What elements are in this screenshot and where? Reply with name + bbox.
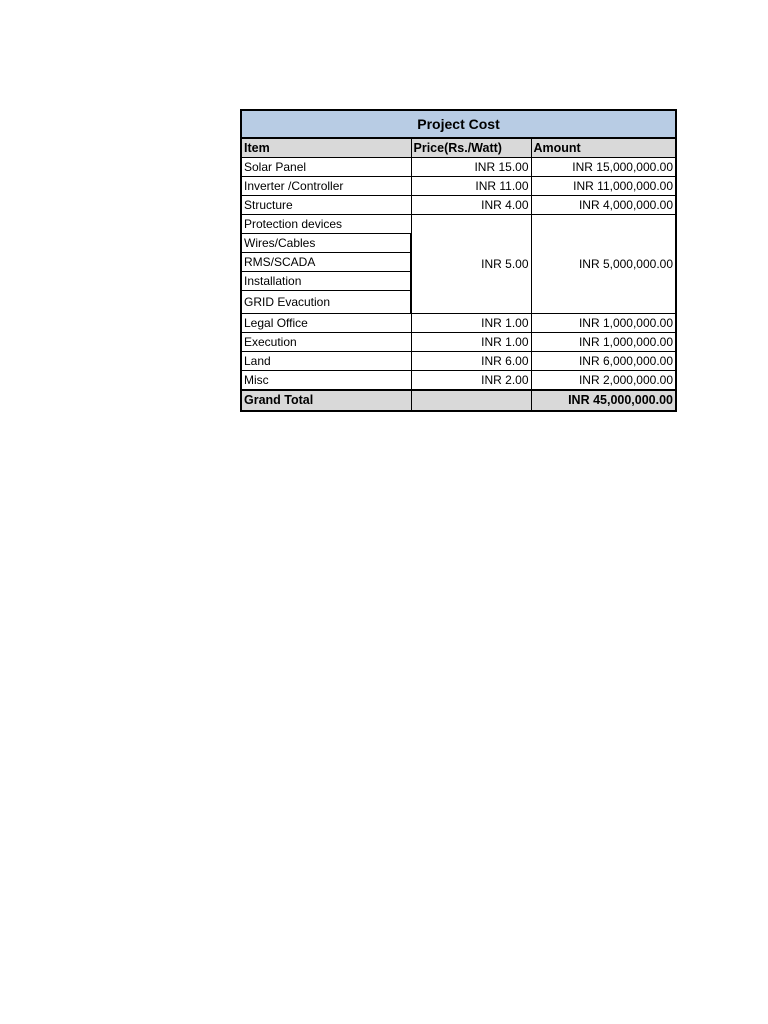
- header-price: Price(Rs./Watt): [411, 138, 531, 158]
- project-cost-table: [240, 109, 677, 412]
- item-cell: Land: [241, 352, 411, 371]
- table-title-row: [241, 110, 676, 138]
- table-header-row: [241, 138, 676, 158]
- price-cell: INR 2.00: [411, 371, 531, 391]
- grand-total-row: [241, 390, 676, 411]
- price-cell: INR 1.00: [411, 333, 531, 352]
- table-row: [241, 196, 676, 215]
- header-item: Item: [241, 138, 411, 158]
- table-row: [241, 333, 676, 352]
- group-price-cell: INR 5.00: [411, 215, 531, 314]
- item-cell: RMS/SCADA: [241, 253, 411, 272]
- price-cell: INR 15.00: [411, 158, 531, 177]
- item-cell: Solar Panel: [241, 158, 411, 177]
- price-cell: INR 4.00: [411, 196, 531, 215]
- amount-cell: INR 15,000,000.00: [531, 158, 676, 177]
- group-amount-cell: INR 5,000,000.00: [531, 215, 676, 314]
- amount-cell: INR 1,000,000.00: [531, 333, 676, 352]
- table-row: [241, 314, 676, 333]
- item-cell: Installation: [241, 272, 411, 291]
- amount-cell: INR 2,000,000.00: [531, 371, 676, 391]
- grand-total-price: [411, 390, 531, 411]
- amount-cell: INR 11,000,000.00: [531, 177, 676, 196]
- grand-total-label: Grand Total: [241, 390, 411, 411]
- item-cell: Wires/Cables: [241, 234, 411, 253]
- item-cell: Protection devices: [241, 215, 411, 234]
- price-cell: INR 11.00: [411, 177, 531, 196]
- project-cost-sheet: [240, 109, 677, 412]
- table-row: [241, 352, 676, 371]
- item-cell: Misc: [241, 371, 411, 391]
- table-row: [241, 158, 676, 177]
- header-amount: Amount: [531, 138, 676, 158]
- item-cell: Legal Office: [241, 314, 411, 333]
- item-cell: Execution: [241, 333, 411, 352]
- table-row-group: [241, 215, 676, 234]
- grand-total-amount: INR 45,000,000.00: [531, 390, 676, 411]
- item-cell: Inverter /Controller: [241, 177, 411, 196]
- table-row: [241, 371, 676, 391]
- amount-cell: INR 6,000,000.00: [531, 352, 676, 371]
- table-row: [241, 177, 676, 196]
- price-cell: INR 1.00: [411, 314, 531, 333]
- amount-cell: INR 4,000,000.00: [531, 196, 676, 215]
- amount-cell: INR 1,000,000.00: [531, 314, 676, 333]
- table-title: Project Cost: [241, 110, 676, 138]
- item-cell: Structure: [241, 196, 411, 215]
- item-cell: GRID Evacution: [241, 291, 411, 314]
- price-cell: INR 6.00: [411, 352, 531, 371]
